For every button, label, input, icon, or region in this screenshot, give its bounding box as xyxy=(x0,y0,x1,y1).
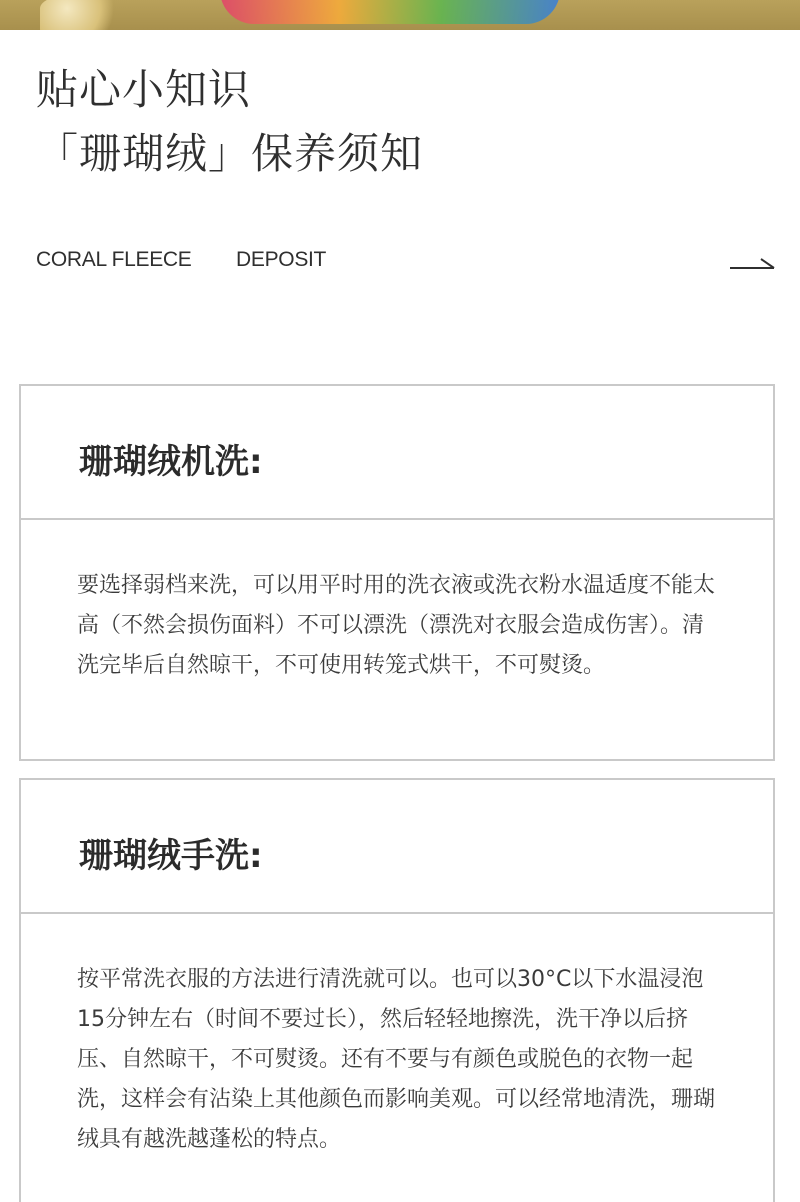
hand-wash-text: 按平常洗衣服的方法进行清洗就可以。也可以30°C以下水温浸泡15分钟左右（时间不要过长），然后轻轻地擦洗，洗干净以后挤压、自然晾干，不可熨烫。还有不要与有颜色或脱色的衣物一起洗，这样会有沾染上其他颜色而影响美观。可以经常地清洗，珊瑚绒具有越洗越蓬松的特点。 xyxy=(77,967,716,1152)
banner-logo xyxy=(220,0,560,24)
hand-wash-heading: 珊瑚绒手洗: xyxy=(79,836,263,876)
title-line-1: 贴心小知识 xyxy=(36,65,252,114)
page-title xyxy=(36,58,423,186)
title-line-2: 「珊瑚绒」保养须知 xyxy=(36,129,424,178)
card-header xyxy=(21,386,773,520)
card-header xyxy=(21,780,773,914)
machine-wash-card xyxy=(19,384,775,761)
subtitle-deposit: DEPOSIT xyxy=(236,248,327,271)
right-arrow-icon xyxy=(730,256,776,270)
top-banner xyxy=(0,0,800,30)
machine-wash-text: 要选择弱档来洗，可以用平时用的洗衣液或洗衣粉水温适度不能太高（不然会损伤面料）不可以漂洗（漂洗对衣服会造成伤害）。清洗完毕后自然晾干，不可使用转笼式烘干，不可熨烫。 xyxy=(77,573,716,678)
banner-illustration xyxy=(40,0,130,30)
subtitle-coral-fleece: CORAL FLEECE xyxy=(36,248,192,271)
subtitle-row xyxy=(36,248,776,278)
machine-wash-heading: 珊瑚绒机洗: xyxy=(79,442,263,482)
hand-wash-card xyxy=(19,778,775,1202)
